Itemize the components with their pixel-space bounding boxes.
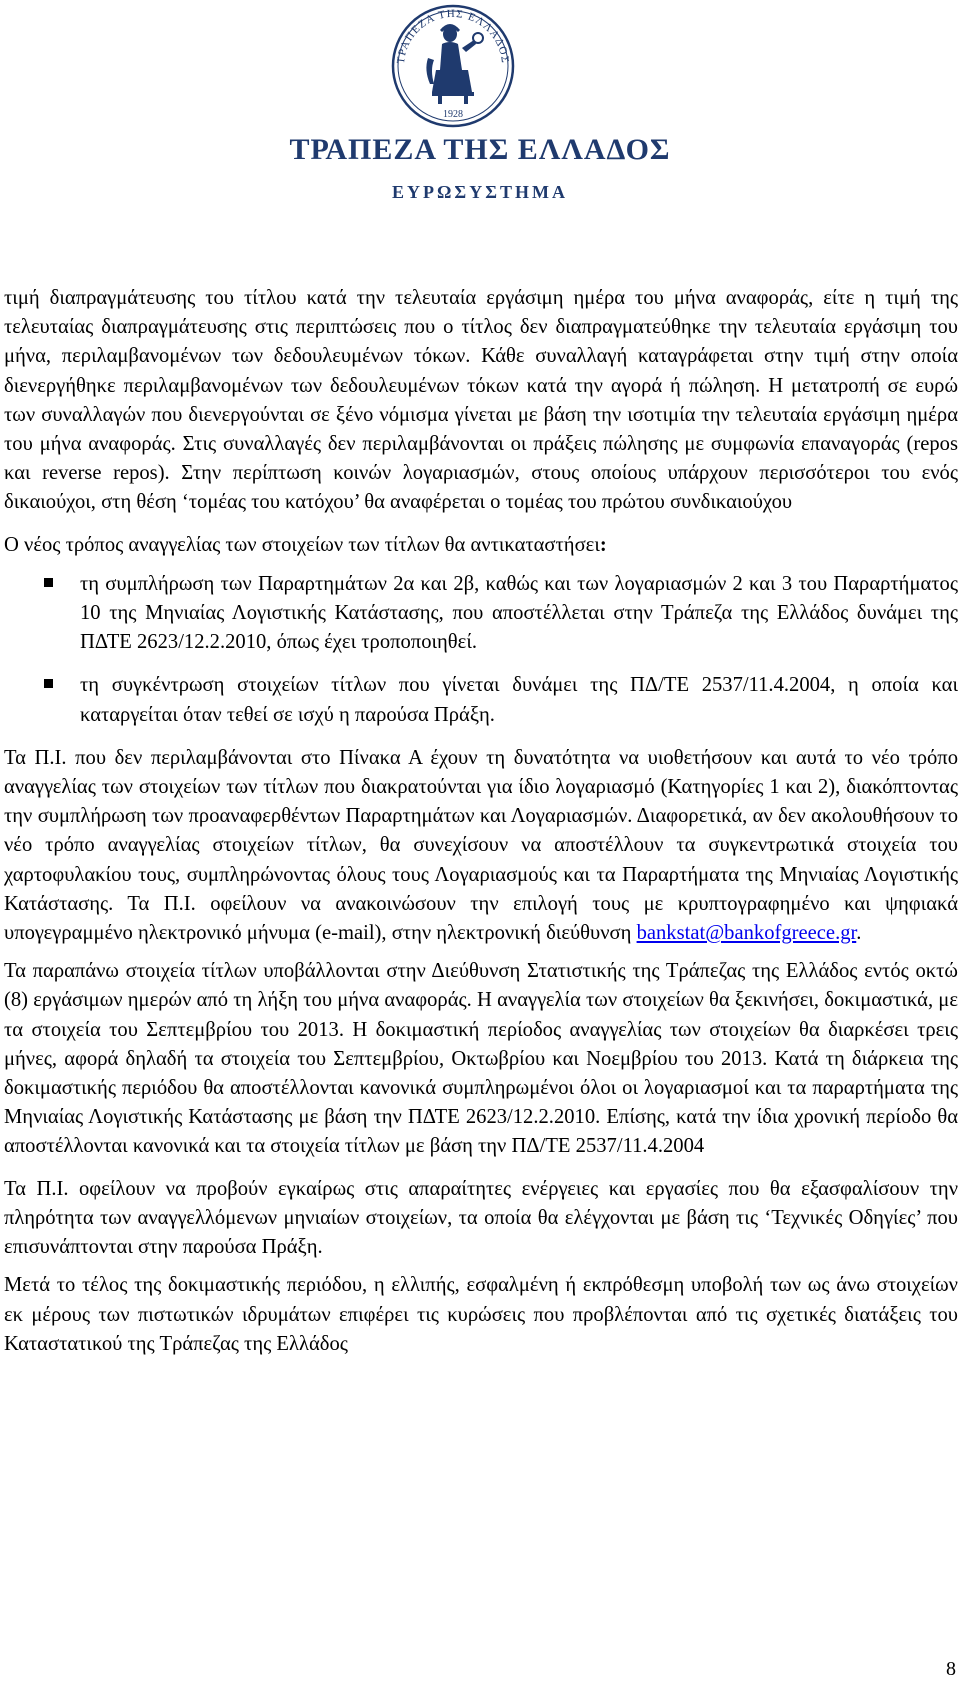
paragraph-new-reporting (4, 531, 958, 560)
paragraph-new-reporting-colon: : (599, 533, 607, 556)
list-item (4, 570, 958, 658)
page-number: 8 (946, 1658, 956, 1680)
list-item (4, 671, 958, 729)
list-item-text: τη συγκέντρωση στοιχείων τίτλων που γίνεται δυνάμει της ΠΔ/ΤΕ 2537/11.4.2004, η οποία και καταργείται όταν τεθεί σε ισχύ η παρούσα Πράξη. (80, 674, 958, 726)
bank-seal-logo (388, 0, 518, 130)
paragraph-other-institutions (4, 744, 958, 948)
paragraph-other-institutions-text: Τα Π.Ι. που δεν περιλαμβάνονται στο Πίνακα Α έχουν τη δυνατότητα να υιοθετήσουν και αυτά το νέο τρόπο αναγγελίας των στοιχείων των τίτλων που διακρατούνται για ίδιο λογαριασμό (Κατηγορίες 1 και 2), διακόπτοντας την συμπλήρωση των προαναφερθέντων Παραρτημάτων και Λογαριασμών. Διαφορετικά, αν δεν ακολουθήσουν το νέο τρόπο αναγγελίας στοιχείων τίτλων, θα συνεχίσουν να αποστέλλουν τα συγκεντρωτικά στοιχεία του χαρτοφυλακίου τους, συμπληρώνοντας όλους τους Λογαριασμούς και τα Παραρτήματα της Μηνιαίας Λογιστικής Κατάστασης. Τα Π.Ι. οφείλουν να ανακοινώσουν την επιλογή τους με κρυπτογραφημένο και ψηφιακά υπογεγραμμένο ηλεκτρονικό μήνυμα (e-mail), στην ηλεκτρονική διεύθυνση (4, 746, 958, 945)
seal-lettering: ΤΡΑΠΕΖΑ ΤΗΣ ΕΛΛΑΔΟΣ (394, 7, 512, 65)
paragraph-other-institutions-end: . (856, 922, 862, 945)
bank-name: ΤΡΑΠΕΖΑ ΤΗΣ ΕΛΛΑΔΟΣ (289, 133, 671, 166)
replacement-list (4, 570, 958, 730)
paragraph-submission: Τα παραπάνω στοιχεία τίτλων υποβάλλονται στην Διεύθυνση Στατιστικής της Τράπεζας της Ελλάδος εντός οκτώ (8) εργάσιμων ημερών από τη λήξη του μήνα αναφοράς. Η αναγγελία των στοιχείων θα ξεκινήσει, δοκιμαστικά, με τα στοιχεία του Σεπτεμβρίου του 2013. Η δοκιμαστική περίοδος αναγγελίας των στοιχείων θα διαρκέσει τρεις μήνες, αφορά δηλαδή τα στοιχεία του Σεπτεμβρίου, Οκτωβρίου και Νοεμβρίου του 2013. Κατά τη διάρκεια της δοκιμαστικής περιόδου θα αποστέλλονται κανονικά συμπληρωμένοι όλοι οι λογαριασμοί και τα παραρτήματα της Μηνιαίας Λογιστικής Κατάστασης με βάση την ΠΔΤΕ 2623/12.2.2010. Επίσης, κατά την ίδια χρονική περίοδο θα αποστέλλονται κανονικά και τα στοιχεία τίτλων με βάση την ΠΔ/ΤΕ 2537/11.4.2004 (4, 960, 958, 1158)
email-link[interactable]: bankstat@bankofgreece.gr (636, 922, 857, 945)
square-bullet-icon (44, 578, 53, 587)
paragraph-new-reporting-text: Ο νέος τρόπος αναγγελίας των στοιχείων των τίτλων θα αντικαταστήσει (4, 533, 600, 556)
seal-year: 1928 (443, 109, 463, 120)
letterhead (0, 0, 960, 215)
paragraph-sanctions: Μετά το τέλος της δοκιμαστικής περιόδου, η ελλιπής, εσφαλμένη ή εκπρόθεσμη υποβολή των ως άνω στοιχείων εκ μέρους των πιστωτικών ιδρυμάτων επιφέρει τις κυρώσεις που προβλέπονται από τις σχετικές διατάξεις του Καταστατικού της Τράπεζας της Ελλάδος (4, 1274, 958, 1355)
document-body (4, 284, 958, 1359)
list-item-text: τη συμπλήρωση των Παραρτημάτων 2α και 2β, καθώς και των λογαριασμών 2 και 3 του Παραρτήματος 10 της Μηνιαίας Λογιστικής Κατάστασης, που αποστέλλεται στην Τράπεζα της Ελλάδος δυνάμει της ΠΔΤΕ 2623/12.2.2010, όπως έχει τροποποιηθεί. (80, 572, 958, 654)
paragraph-valuation: τιμή διαπραγμάτευσης του τίτλου κατά την τελευταία εργάσιμη ημέρα του μήνα αναφοράς, είτε η τιμή της τελευταίας διαπραγμάτευσης στις περιπτώσεις που ο τίτλος δεν διαπραγματεύθηκε την τελευταία εργάσιμη του μήνα, περιλαμβανομένων των δεδουλευμένων τόκων. Κάθε συναλλαγή καταγράφεται στην τιμή στην οποία διενεργήθηκε περιλαμβανομένων των δεδουλευμένων τόκων κατά την αγορά ή πώληση. Η μετατροπή σε ευρώ των συναλλαγών που διενεργούνται σε ξένο νόμισμα γίνεται με βάση την ισοτιμία την τελευταία εργάσιμη ημέρα του μήνα αναφοράς. Στις συναλλαγές δεν περιλαμβάνονται οι πράξεις πώλησης με συμφωνία επαναγοράς (repos και reverse repos). Στην περίπτωση κοινών λογαριασμών, στους οποίους υπάρχουν περισσότεροι του ενός δικαιούχοι, στη θέση ‘τομέας του κατόχου’ θα αναφέρεται ο τομέας του πρώτου συνδικαιούχου (4, 287, 958, 514)
eurosystem-label: ΕΥΡΩΣΥΣΤΗΜΑ (392, 182, 568, 202)
square-bullet-icon (44, 679, 53, 688)
paragraph-obligations: Τα Π.Ι. οφείλουν να προβούν εγκαίρως στις απαραίτητες ενέργειες και εργασίες που θα εξασφαλίσουν την πληρότητα των αναγγελλόμενων μηνιαίων στοιχείων, τα οποία θα ελέγχονται με βάση τις ‘Τεχνικές Οδηγίες’ που επισυνάπτονται στην παρούσα Πράξη. (4, 1177, 958, 1259)
